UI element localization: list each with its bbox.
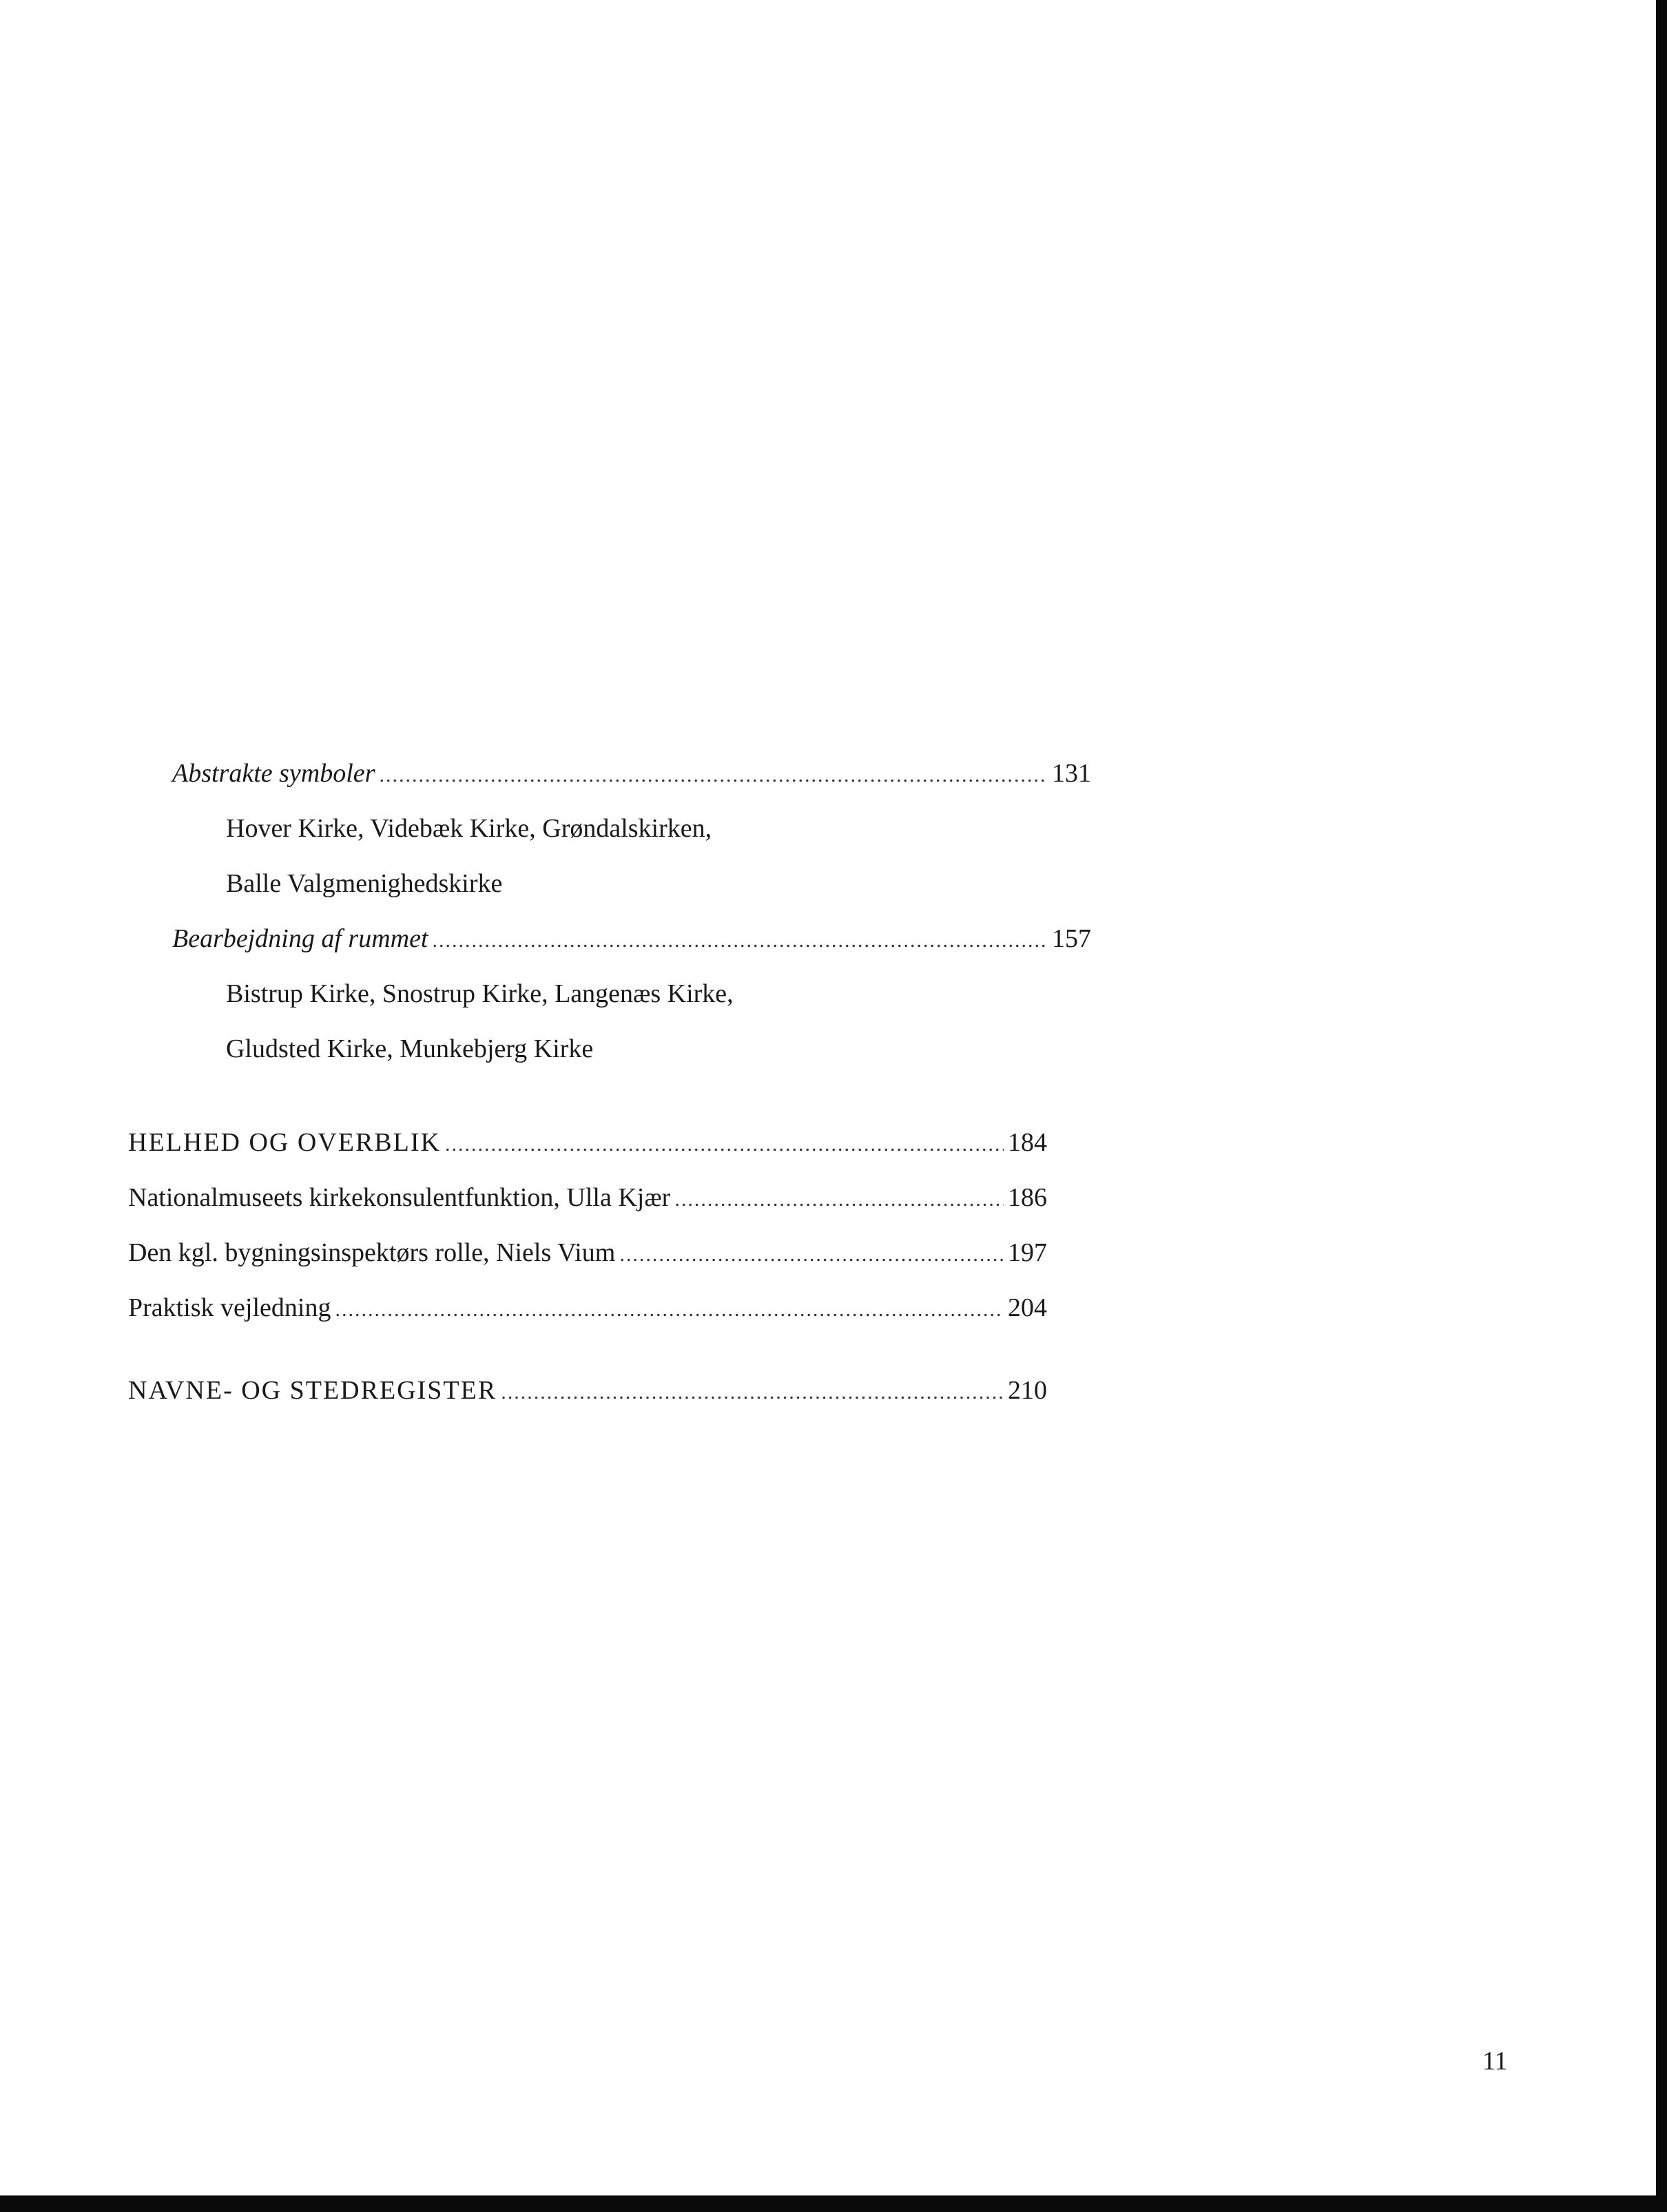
toc-entry-bearbejdning-af-rummet: [172, 923, 1091, 957]
dot-leader: [379, 760, 1048, 791]
toc-entry-bygningsinspektoers-rolle: [128, 1237, 1047, 1271]
page-number: 11: [1482, 2047, 1508, 2076]
toc-entry-label: HELHED OG OVERBLIK: [128, 1128, 441, 1157]
toc-entry-page: 186: [1008, 1183, 1047, 1212]
scan-edge-right: [1656, 0, 1667, 2212]
dot-leader: [445, 1129, 1004, 1160]
toc-entry-page: 210: [1008, 1376, 1047, 1405]
toc-entry-nationalmuseets: [128, 1182, 1047, 1215]
toc-subentry: Bistrup Kirke, Snostrup Kirke, Langenæs Kirke,: [226, 979, 734, 1008]
toc-entry-helhed-og-overblik: [128, 1127, 1047, 1160]
toc-entry-praktisk-vejledning: [128, 1292, 1047, 1326]
dot-leader: [433, 925, 1048, 957]
toc-entry-label: Nationalmuseets kirkekonsulentfunktion, Ulla Kjær: [128, 1183, 671, 1212]
toc-entry-label: Praktisk vejledning: [128, 1293, 331, 1322]
toc-entry-label: Abstrakte symboler: [172, 759, 375, 788]
toc-entry-page: 157: [1052, 924, 1091, 953]
toc-entry-page: 197: [1008, 1238, 1047, 1267]
toc-subentry: Gludsted Kirke, Munkebjerg Kirke: [226, 1034, 594, 1063]
toc-subentry: Balle Valgmenighedskirke: [226, 869, 503, 898]
scan-edge-bottom: [0, 2195, 1667, 2212]
toc-entry-label: Bearbejdning af rummet: [172, 924, 428, 953]
toc-entry-label: NAVNE- OG STEDREGISTER: [128, 1376, 497, 1405]
toc-entry-page: 131: [1052, 759, 1091, 788]
toc-entry-navne-og-stedregister: [128, 1375, 1047, 1408]
toc-entry-label: Den kgl. bygningsinspektørs rolle, Niels Vium: [128, 1238, 616, 1267]
toc-entry-page: 184: [1008, 1128, 1047, 1157]
dot-leader: [674, 1184, 1004, 1215]
toc-subentry: Hover Kirke, Videbæk Kirke, Grøndalskirken,: [226, 814, 712, 843]
toc-entry-abstrakte-symboler: [172, 758, 1091, 791]
toc-entry-page: 204: [1008, 1293, 1047, 1322]
dot-leader: [335, 1294, 1004, 1326]
dot-leader: [619, 1239, 1004, 1271]
dot-leader: [501, 1377, 1004, 1408]
